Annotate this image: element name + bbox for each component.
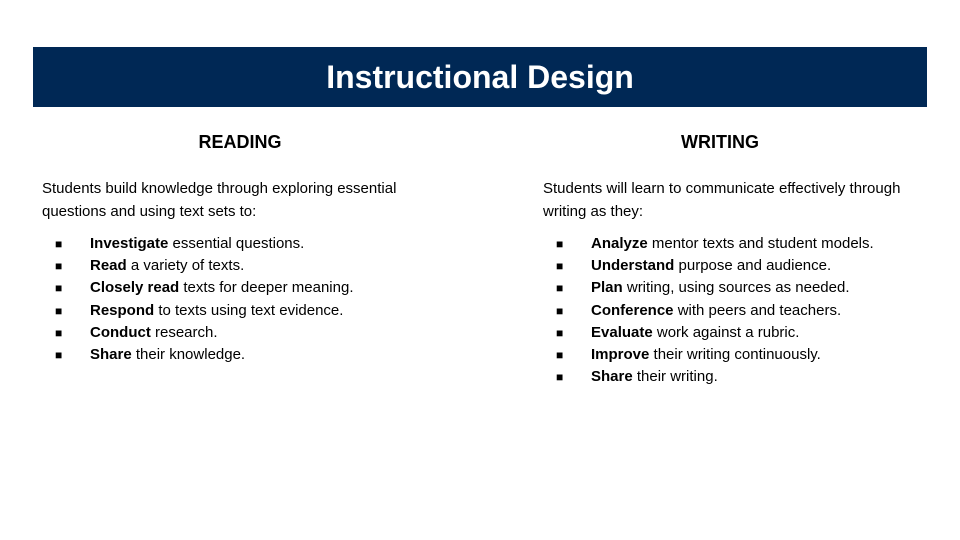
square-bullet-icon: ■ xyxy=(556,281,564,296)
square-bullet-icon: ■ xyxy=(556,325,564,340)
list-item-text: their writing. xyxy=(632,368,718,386)
list-item xyxy=(42,344,442,366)
list-item xyxy=(543,300,923,322)
list-item-keyword: Respond xyxy=(90,301,155,319)
slide-title: Instructional Design xyxy=(326,58,634,95)
list-item-text: mentor texts and student models. xyxy=(647,235,874,252)
list-item-keyword: Share xyxy=(591,368,633,386)
list-item-text: their knowledge. xyxy=(131,346,246,364)
list-item-keyword: Improve xyxy=(591,346,650,364)
list-item xyxy=(42,233,442,255)
square-bullet-icon: ■ xyxy=(55,259,63,274)
square-bullet-icon: ■ xyxy=(55,303,63,318)
writing-column xyxy=(543,128,923,388)
title-banner xyxy=(33,47,927,107)
list-item-keyword: Closely read xyxy=(90,279,180,297)
list-item-keyword: Investigate xyxy=(90,235,169,252)
list-item-keyword: Evaluate xyxy=(591,323,653,341)
square-bullet-icon: ■ xyxy=(55,237,63,251)
list-item xyxy=(543,255,923,277)
list-item xyxy=(42,277,442,299)
writing-heading: WRITING xyxy=(681,132,759,152)
list-item-keyword: Conference xyxy=(591,301,674,319)
square-bullet-icon: ■ xyxy=(55,281,63,296)
list-item-text: work against a rubric. xyxy=(652,323,800,341)
list-item-text: a variety of texts. xyxy=(126,257,245,275)
list-item xyxy=(543,322,923,344)
list-item xyxy=(543,366,923,388)
reading-list xyxy=(42,233,442,366)
list-item-text: essential questions. xyxy=(168,235,305,252)
reading-intro: Students build knowledge through exploring essential questions and using text sets to: xyxy=(42,180,397,220)
list-item xyxy=(42,300,442,322)
writing-intro: Students will learn to communicate effectively through writing as they: xyxy=(543,180,901,220)
list-item xyxy=(42,255,442,277)
writing-list xyxy=(543,233,923,388)
list-item-text: research. xyxy=(150,323,218,341)
square-bullet-icon: ■ xyxy=(556,348,564,363)
square-bullet-icon: ■ xyxy=(556,237,564,251)
reading-heading: READING xyxy=(198,132,282,152)
list-item-keyword: Understand xyxy=(591,257,675,275)
reading-column xyxy=(42,128,442,366)
square-bullet-icon: ■ xyxy=(556,259,564,274)
list-item-text: to texts using text evidence. xyxy=(154,301,344,319)
list-item xyxy=(543,277,923,299)
list-item xyxy=(543,233,923,255)
list-item-keyword: Share xyxy=(90,346,132,364)
square-bullet-icon: ■ xyxy=(55,348,63,363)
list-item xyxy=(42,322,442,344)
list-item-keyword: Plan xyxy=(591,279,623,297)
list-item-text: purpose and audience. xyxy=(674,257,832,275)
list-item-text: writing, using sources as needed. xyxy=(622,279,850,297)
list-item xyxy=(543,344,923,366)
square-bullet-icon: ■ xyxy=(556,303,564,318)
square-bullet-icon: ■ xyxy=(556,370,564,385)
list-item-keyword: Read xyxy=(90,257,127,275)
list-item-text: texts for deeper meaning. xyxy=(179,279,354,297)
list-item-text: with peers and teachers. xyxy=(673,301,842,319)
list-item-keyword: Conduct xyxy=(90,323,151,341)
list-item-keyword: Analyze xyxy=(591,235,648,252)
list-item-text: their writing continuously. xyxy=(649,346,821,364)
square-bullet-icon: ■ xyxy=(55,325,63,340)
